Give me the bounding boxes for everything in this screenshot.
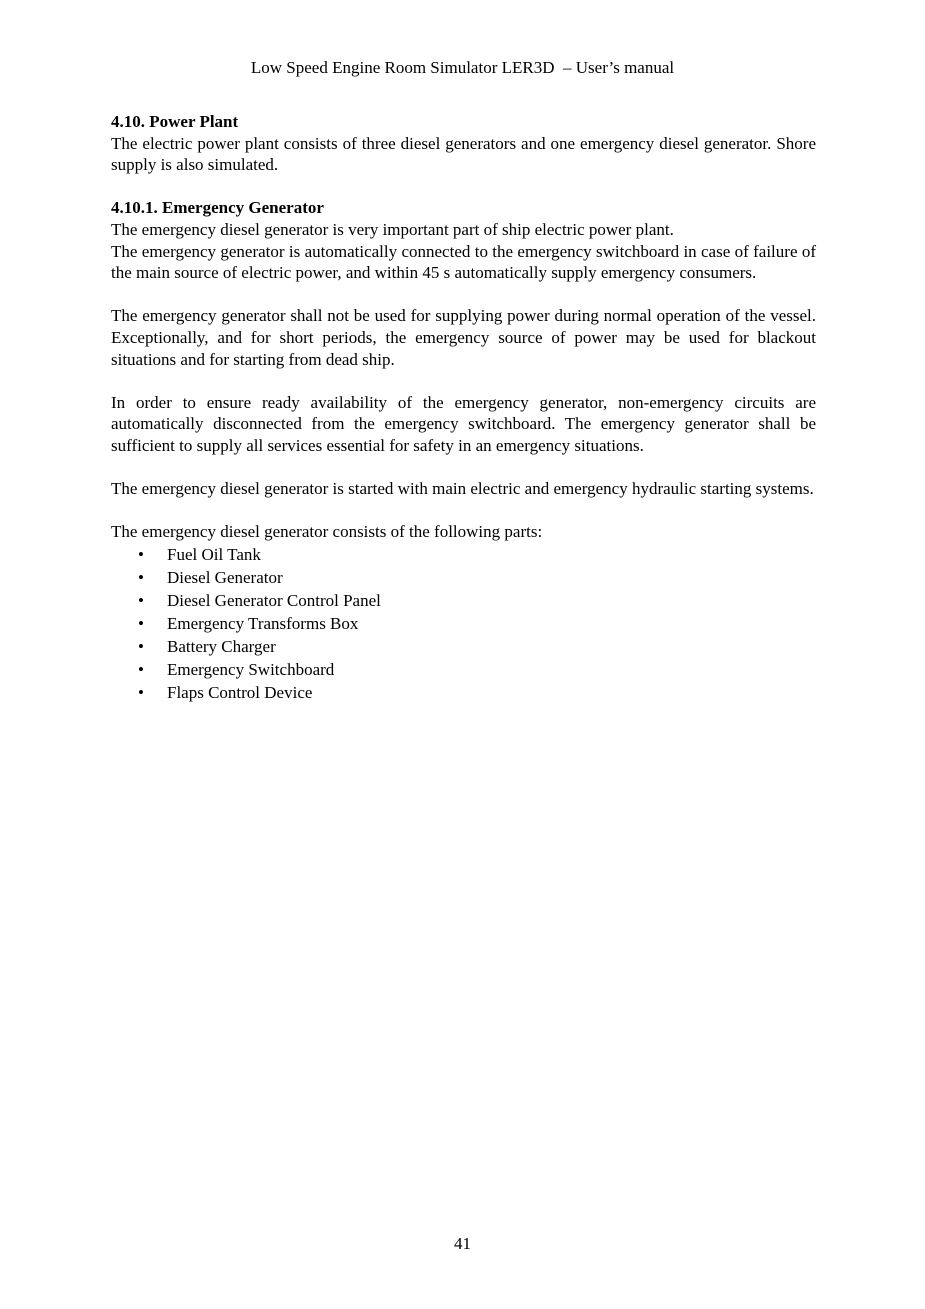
emergency-generator-paragraph-4: In order to ensure ready availability of the emergency generator, non-emergency circuits are automatically disconnected from the emergency switchboard. The emergency generator shall be sufficient to supply all services essential for safety in an emergency situations. — [111, 392, 816, 455]
bullet-icon: • — [138, 567, 144, 587]
page-content — [111, 111, 816, 704]
list-item-label: Emergency Transforms Box — [167, 613, 359, 633]
bullet-icon: • — [138, 544, 144, 564]
emergency-generator-paragraph-3: The emergency generator shall not be used for supplying power during normal operation of the vessel. Exceptionally, and for short periods, the emergency source of power may be used for blackout situations and for starting from dead ship. — [111, 306, 816, 369]
parts-intro-paragraph: The emergency diesel generator consists of the following parts: — [111, 522, 543, 542]
list-item-label: Fuel Oil Tank — [167, 544, 261, 564]
spacer — [111, 176, 816, 198]
spacer — [111, 370, 816, 392]
emergency-generator-paragraph-2: The emergency generator is automatically connected to the emergency switchboard in case of failure of the main source of electric power, and within 45 s automatically supply emergency consumers. — [111, 241, 816, 283]
bullet-icon: • — [138, 613, 144, 633]
bullet-icon: • — [138, 682, 144, 702]
list-item-label: Emergency Switchboard — [167, 659, 335, 679]
list-item-label: Diesel Generator — [167, 567, 283, 587]
power-plant-paragraph: The electric power plant consists of three diesel generators and one emergency diesel generator. Shore supply is also simulated. — [111, 133, 816, 175]
emergency-generator-paragraph-5: The emergency diesel generator is started with main electric and emergency hydraulic starting systems. — [111, 479, 814, 499]
list-item-label: Battery Charger — [167, 636, 276, 656]
spacer — [111, 457, 816, 479]
bullet-icon: • — [138, 636, 144, 656]
section-heading-power-plant: 4.10. Power Plant — [111, 112, 239, 131]
emergency-generator-paragraph-1: The emergency diesel generator is very important part of ship electric power plant. — [111, 219, 674, 239]
list-item-label: Flaps Control Device — [167, 682, 313, 702]
spacer — [111, 500, 816, 522]
parts-list — [111, 543, 816, 704]
bullet-icon: • — [138, 659, 144, 679]
list-item — [111, 566, 816, 589]
list-item — [111, 543, 816, 566]
spacer — [111, 284, 816, 306]
running-header: Low Speed Engine Room Simulator LER3D – User’s manual — [250, 58, 675, 77]
list-item — [111, 612, 816, 635]
list-item — [111, 658, 816, 681]
list-item — [111, 635, 816, 658]
list-item-label: Diesel Generator Control Panel — [167, 590, 381, 610]
list-item — [111, 681, 816, 704]
section-heading-emergency-generator: 4.10.1. Emergency Generator — [111, 198, 324, 218]
list-item — [111, 589, 816, 612]
bullet-icon: • — [138, 590, 144, 610]
page-number: 41 — [454, 1234, 471, 1253]
